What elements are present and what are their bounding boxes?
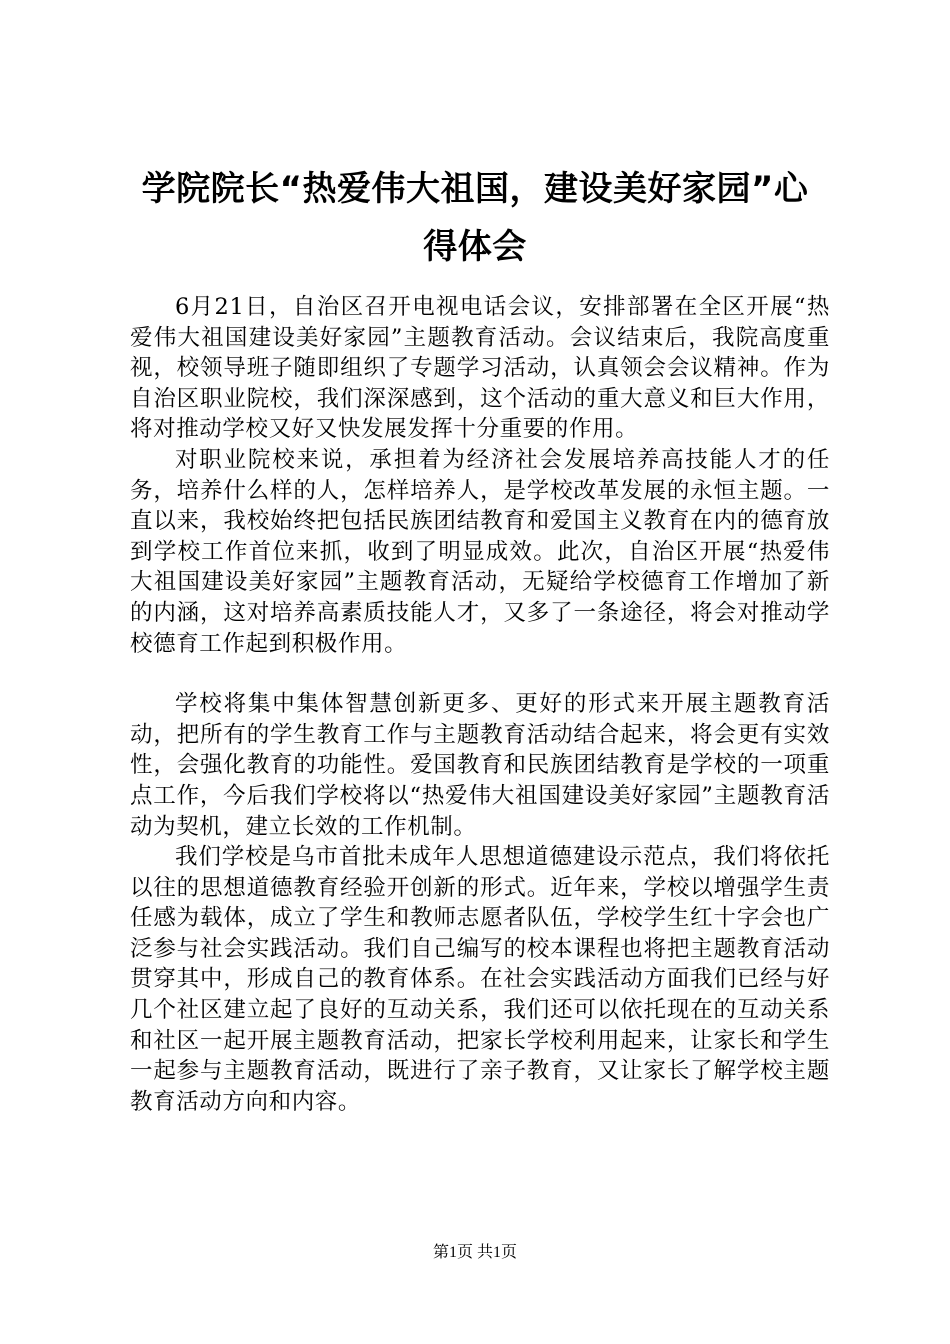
document-body: [130, 292, 830, 1117]
title-line-2: 得体会: [423, 227, 527, 267]
paragraph-3: 学校将集中集体智慧创新更多、更好的形式来开展主题教育活动，把所有的学生教育工作与主题教育活动结合起来，将会更有实效性，会强化教育的功能性。爱国教育和民族团结教育是学校的一项重点工作，今后我们学校将以“热爱伟大祖国建设美好家园”主题教育活动为契机，建立长效的工作机制。: [130, 691, 830, 840]
paragraph-4: 我们学校是乌市首批未成年人思想道德建设示范点，我们将依托以往的思想道德教育经验开创新的形式。近年来，学校以增强学生责任感为载体，成立了学生和教师志愿者队伍，学校学生红十字会也广泛参与社会实践活动。我们自己编写的校本课程也将把主题教育活动贯穿其中，形成自己的教育体系。在社会实践活动方面我们已经与好几个社区建立起了良好的互动关系，我们还可以依托现在的互动关系和社区一起开展主题教育活动，把家长学校利用起来，让家长和学生一起参与主题教育活动，既进行了亲子教育，又让家长了解学校主题教育活动方向和内容。: [130, 844, 830, 1115]
paragraph-1: 6月21日，自治区召开电视电话会议，安排部署在全区开展“热爱伟大祖国建设美好家园”主题教育活动。会议结束后，我院高度重视，校领导班子随即组织了专题学习活动，认真领会会议精神。作为自治区职业院校，我们深深感到，这个活动的重大意义和巨大作用，将对推动学校又好又快发展发挥十分重要的作用。: [130, 294, 830, 443]
page-footer: 第1页 共1页: [432, 1244, 517, 1261]
paragraph-2: 对职业院校来说，承担着为经济社会发展培养高技能人才的任务，培养什么样的人，怎样培养人，是学校改革发展的永恒主题。一直以来，我校始终把包括民族团结教育和爱国主义教育在内的德育放到学校工作首位来抓，收到了明显成效。此次，自治区开展“热爱伟大祖国建设美好家园”主题教育活动，无疑给学校德育工作增加了新的内涵，这对培养高素质技能人才，又多了一条途径，将会对推动学校德育工作起到积极作用。: [130, 446, 830, 657]
document-title: [100, 160, 850, 276]
title-line-1: 学院院长“热爱伟大祖国，建设美好家园”心: [141, 169, 809, 209]
